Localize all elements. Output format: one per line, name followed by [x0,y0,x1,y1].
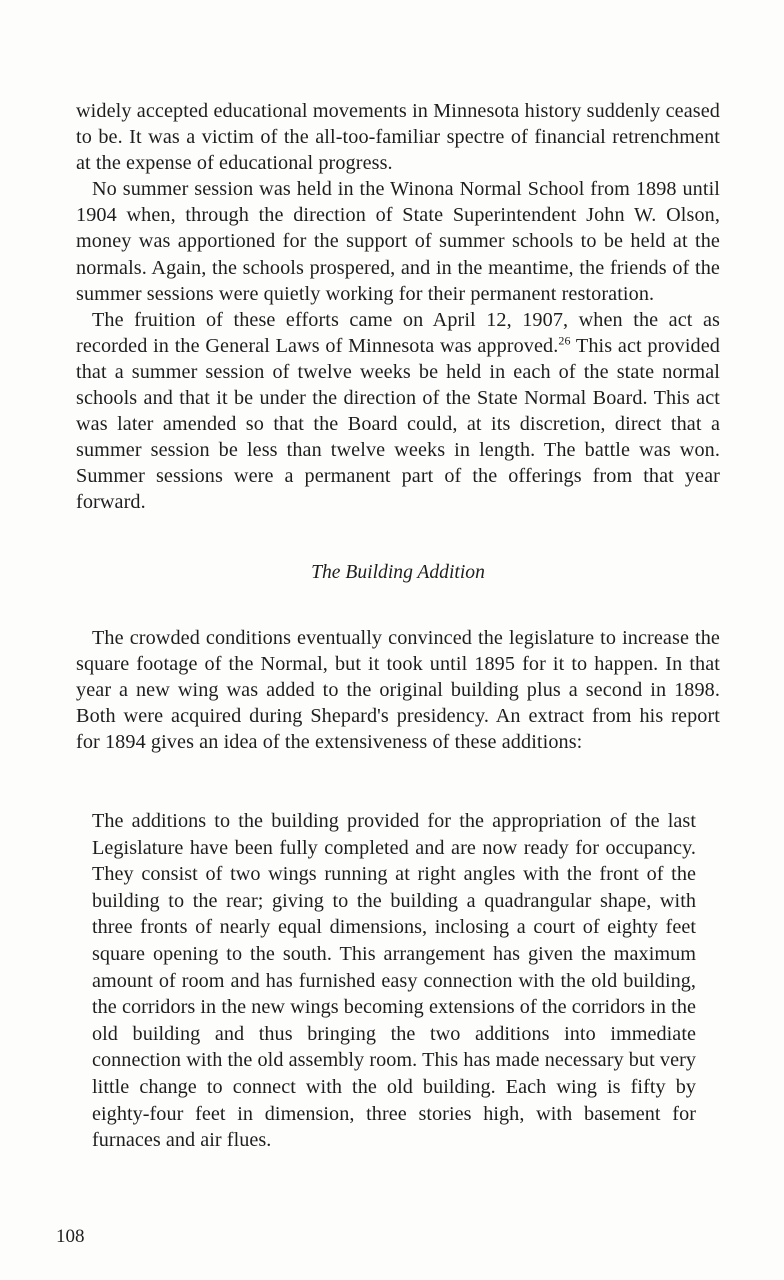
footnote-reference: 26 [558,333,571,348]
paragraph-act-text: The fruition of these efforts came on April 12, 1907, when the act as recorded in the General Laws of Minnesota was approved. [76,308,720,357]
body-text [76,98,720,516]
paragraph-building-addition: The crowded conditions eventually convinced the legislature to increase the square footage of the Normal, but it took until 1895 for it to happen. In that year a new wing was added to the original building plus a second in 1898. Both were acquired during Shepard's presidency. An extract from his report for 1894 gives an idea of the extensiveness of these additions: [76,627,720,754]
paragraph-act-continuation: This act provided that a summer session of twelve weeks be held in each of the state normal schools and that it be under the direction of the State Normal Board. This act was later amended so that the Board could, at its discretion, direct that a summer session be less than twelve weeks in length. The battle was won. Summer sessions were a permanent part of the offerings from that year forward. [76,334,720,514]
paragraph-summer-session: No summer session was held in the Winona Normal School from 1898 until 1904 when, through the direction of State Superintendent John W. Olson, money was apportioned for the support of summer schools to be held at the normals. Again, the schools prospered, and in the meantime, the friends of the summer sessions were quietly working for their permanent restoration. [76,178,720,305]
section-heading: The Building Addition [311,562,485,583]
paragraph-continuation: widely accepted educational movements in Minnesota history suddenly ceased to be. It was a victim of the all-too-familiar spectre of financial retrenchment at the expense of educational progress. [76,100,720,175]
page-number: 108 [56,1226,85,1247]
paragraph-act-approval [76,307,720,516]
section-body [76,625,720,755]
block-quote-report-extract: The additions to the building provided for the appropriation of the last Legislature have been fully completed and are now ready for occupancy. They consist of two wings running at right angles with the front of the building to the rear; giving to the building a quadrangular shape, with three fronts of nearly equal dimensions, inclosing a court of eighty feet square opening to the south. This arrangement has given the maximum amount of room and has furnished easy connection with the old building, the corridors in the new wings becoming extensions of the corridors in the old building and thus bringing the two additions into immediate connection with the old assembly room. This has made necessary but very little change to connect with the old building. Each wing is fifty by eighty-four feet in dimension, three stories high, with basement for furnaces and air flues. [92,810,696,1152]
